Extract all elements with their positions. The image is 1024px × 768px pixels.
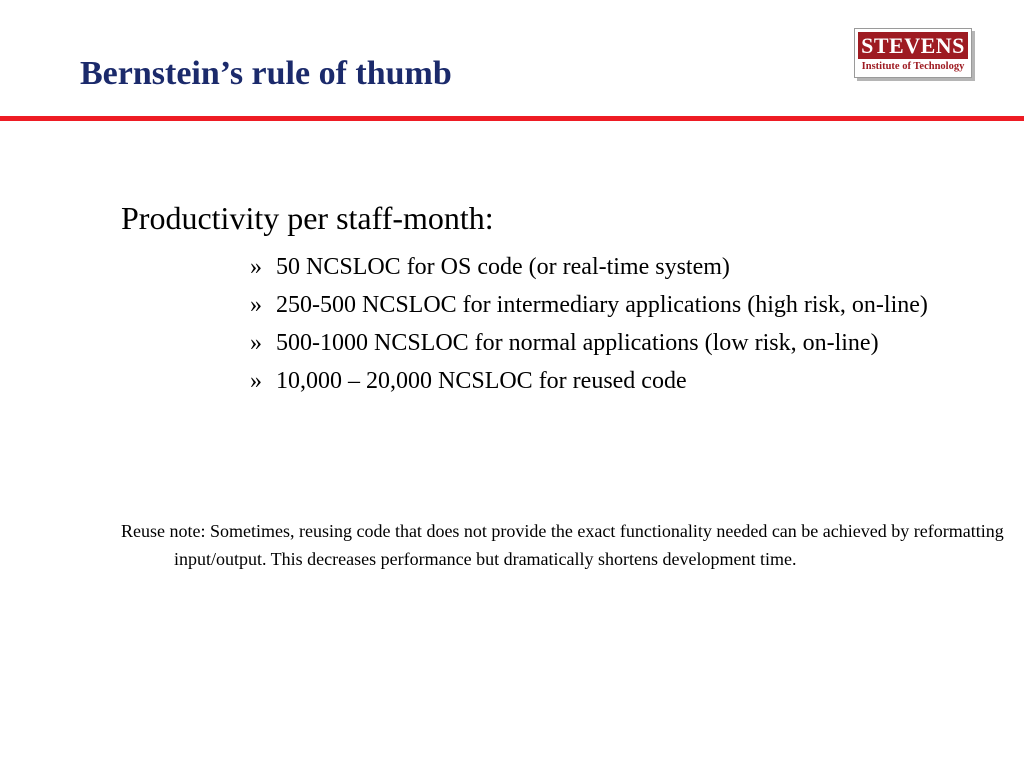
list-item xyxy=(250,364,960,398)
logo-subtitle: Institute of Technology xyxy=(861,61,965,72)
productivity-heading: Productivity per staff-month: xyxy=(121,200,494,236)
bullet-text: 10,000 – 20,000 NCSLOC for reused code xyxy=(276,368,687,394)
bullet-marker: » xyxy=(250,368,262,394)
bullet-list xyxy=(250,250,960,402)
bullet-text: 500-1000 NCSLOC for normal applications (low risk, on-line) xyxy=(276,330,879,356)
list-item xyxy=(250,250,960,284)
reuse-note: Reuse note: Sometimes, reusing code that does not provide the exact functionality needed can be achieved by reformatting input/output. This decreases performance but dramatically shortens development time. xyxy=(121,521,1004,569)
bullet-text: 50 NCSLOC for OS code (or real-time system) xyxy=(276,254,730,280)
slide-title: Bernstein’s rule of thumb xyxy=(80,55,452,92)
list-item xyxy=(250,326,960,360)
bullet-marker: » xyxy=(250,330,262,356)
list-item xyxy=(250,288,960,322)
bullet-marker: » xyxy=(250,254,262,280)
title-divider xyxy=(0,116,1024,121)
bullet-text: 250-500 NCSLOC for intermediary applications (high risk, on-line) xyxy=(276,292,928,318)
stevens-logo xyxy=(854,28,972,78)
bullet-marker: » xyxy=(250,292,262,318)
logo-name: STEVENS xyxy=(858,32,968,59)
